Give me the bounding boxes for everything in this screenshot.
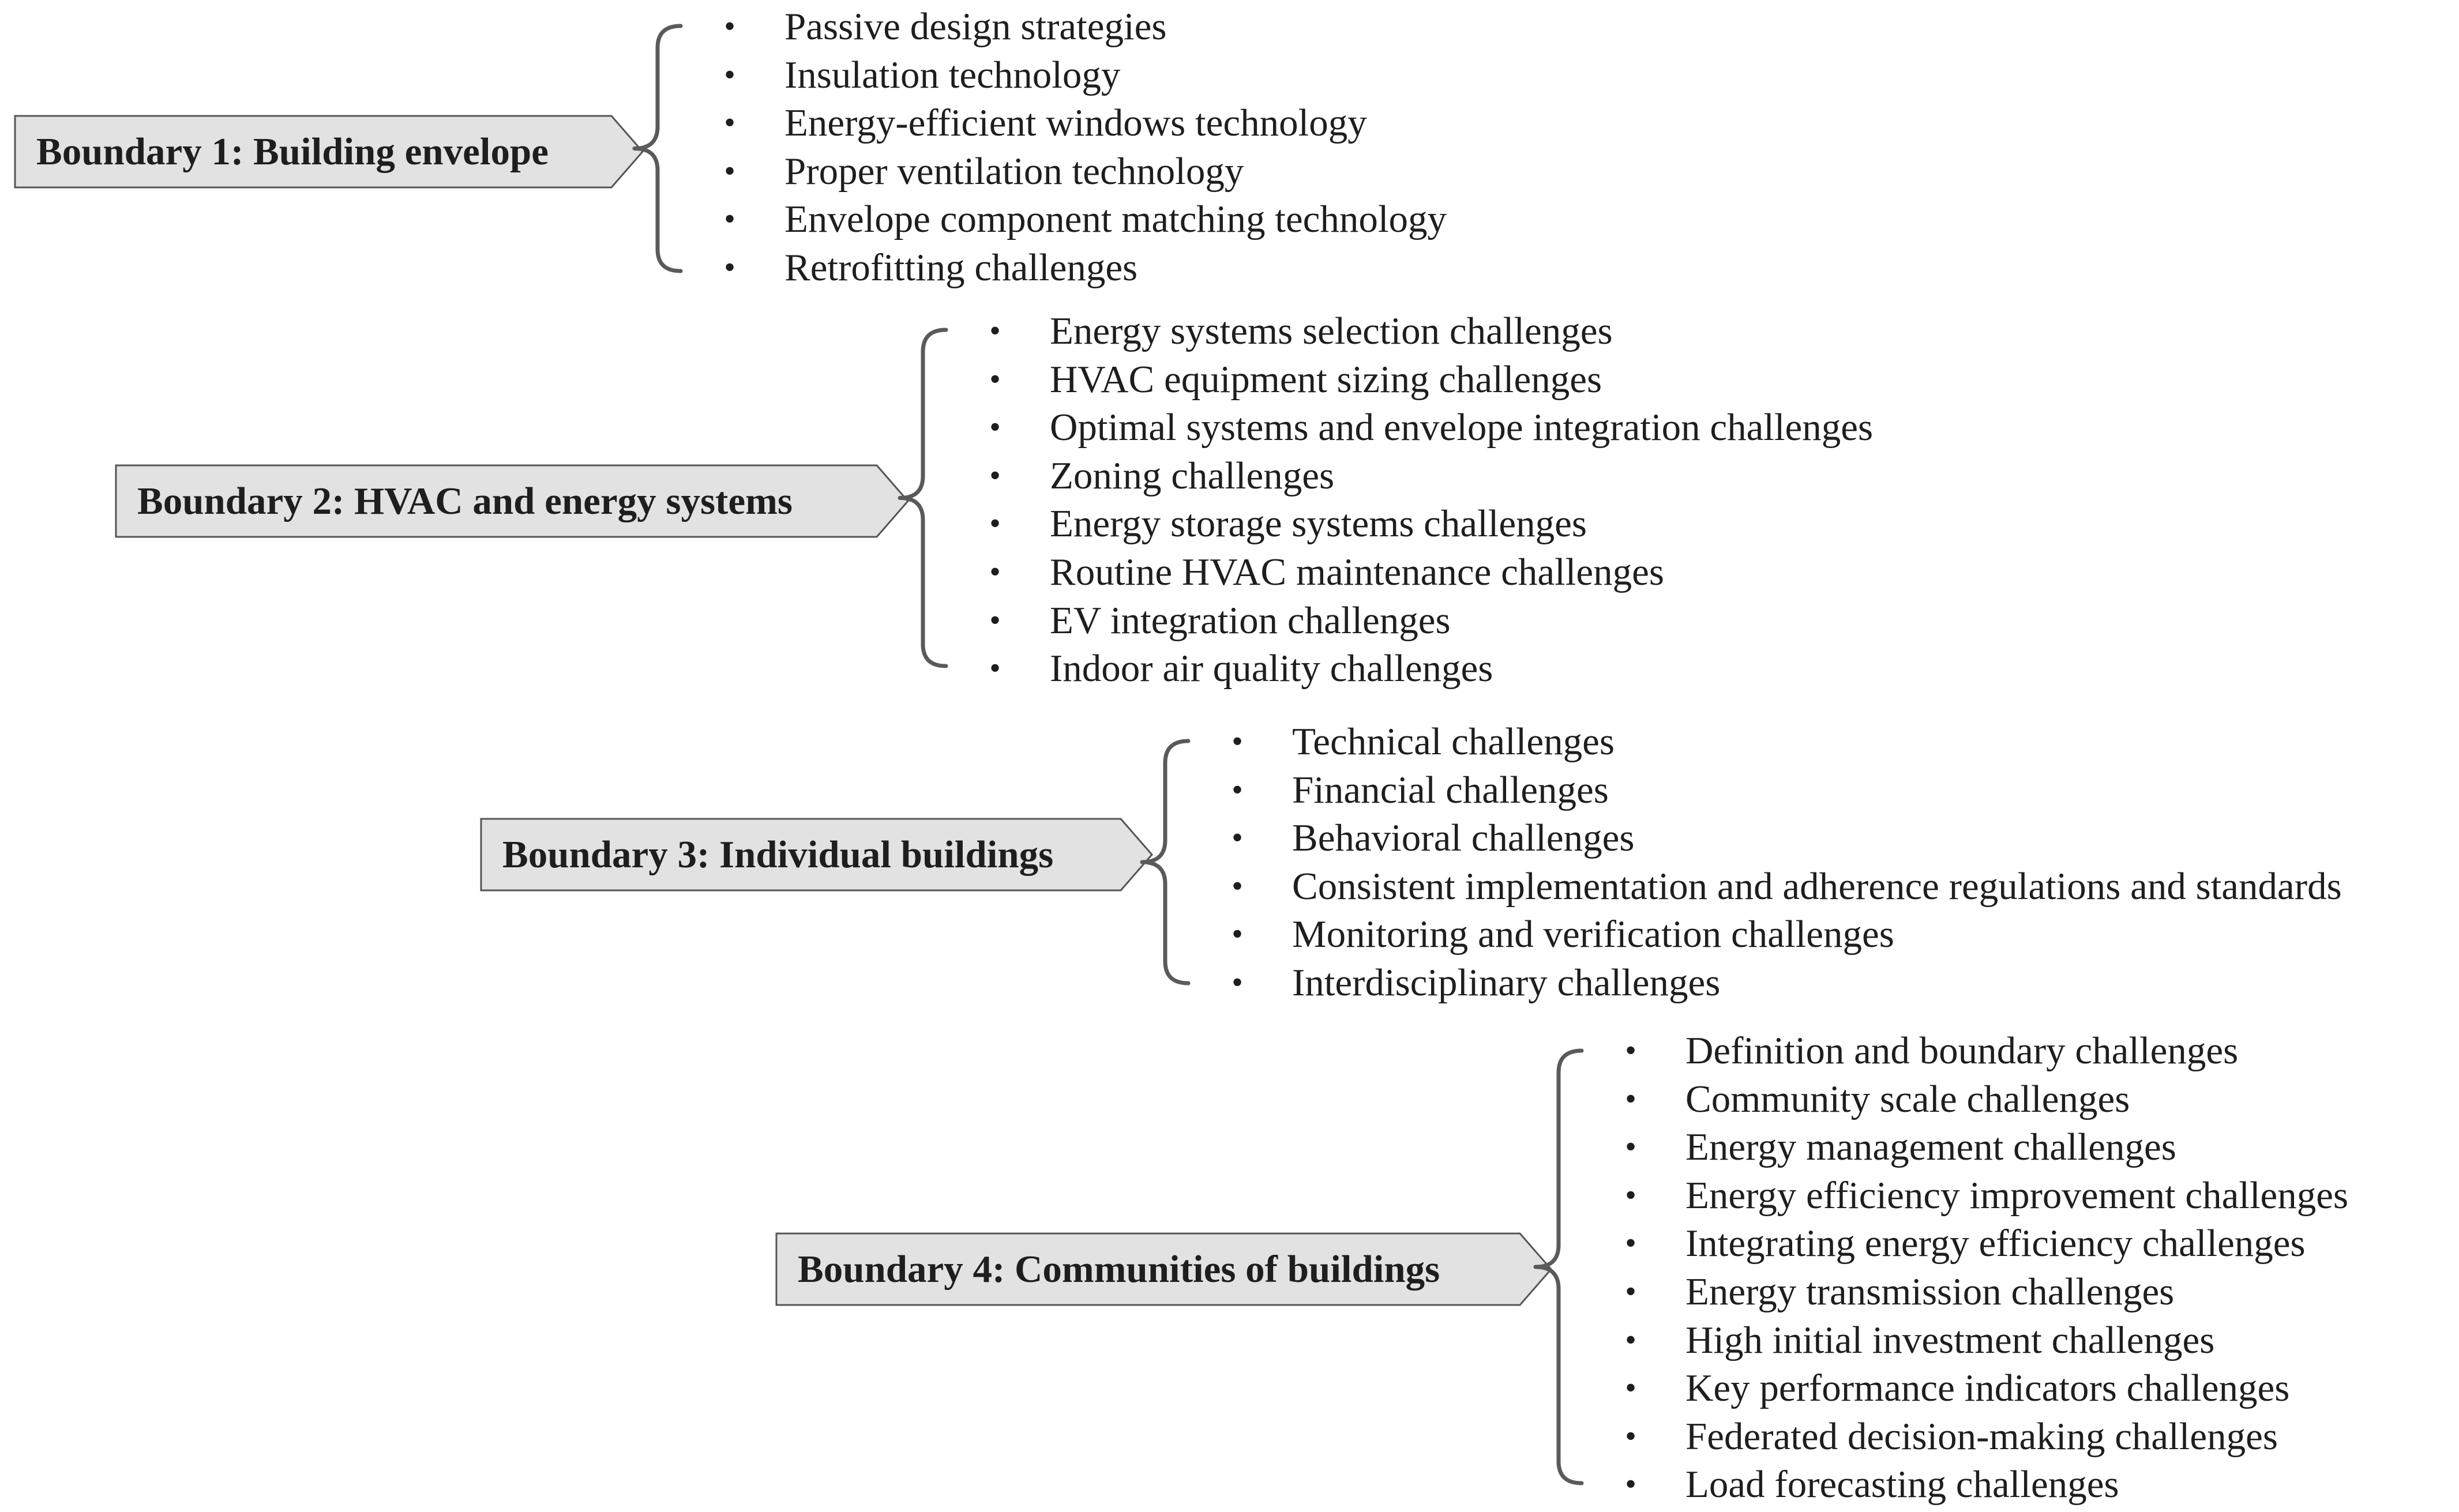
list-item-text: Energy transmission challenges — [1685, 1270, 2175, 1313]
boundary-label-box — [776, 1233, 1552, 1306]
boundary-label: Boundary 2: HVAC and energy systems — [137, 480, 793, 522]
bullet-icon: • — [1625, 1466, 1636, 1503]
bullet-icon: • — [1232, 772, 1243, 808]
bullet-icon: • — [1625, 1273, 1636, 1310]
bullet-icon: • — [989, 650, 1001, 687]
list-item-text: Integrating energy efficiency challenges — [1685, 1222, 2306, 1265]
list-item-text: Key performance indicators challenges — [1685, 1367, 2290, 1410]
list-item-text: Community scale challenges — [1685, 1077, 2130, 1120]
bullet-icon: • — [1625, 1225, 1636, 1262]
list-item-text: Definition and boundary challenges — [1685, 1029, 2239, 1072]
bullet-icon: • — [989, 506, 1001, 542]
list-item-text: Indoor air quality challenges — [1050, 647, 1493, 690]
bullet-icon: • — [1625, 1129, 1636, 1165]
bullet-icon: • — [989, 409, 1001, 446]
bullet-icon: • — [989, 602, 1001, 638]
list-item-text: Optimal systems and envelope integration challenges — [1050, 406, 1874, 449]
boundary-label: Boundary 1: Building envelope — [36, 130, 549, 173]
list-item-text: Insulation technology — [784, 53, 1121, 96]
bullet-icon: • — [724, 105, 735, 141]
list-item-text: Federated decision-making challenges — [1685, 1415, 2278, 1458]
list-item-text: Energy storage systems challenges — [1050, 502, 1587, 546]
bullet-icon: • — [1625, 1177, 1636, 1213]
bullet-icon: • — [1232, 820, 1243, 856]
list-item-text: Envelope component matching technology — [784, 198, 1447, 241]
list-item-text: Energy systems selection challenges — [1050, 310, 1613, 352]
list-item-text: EV integration challenges — [1050, 599, 1451, 642]
list-item-text: Monitoring and verification challenges — [1292, 913, 1894, 956]
bullet-icon: • — [1625, 1322, 1636, 1358]
list-item-text: Technical challenges — [1292, 720, 1615, 763]
bullet-icon: • — [724, 201, 735, 238]
bullet-icon: • — [1625, 1418, 1636, 1454]
bullet-icon: • — [1232, 916, 1243, 953]
list-item-text: HVAC equipment sizing challenges — [1050, 358, 1602, 401]
bullet-icon: • — [724, 57, 735, 93]
bullet-icon: • — [1625, 1081, 1636, 1117]
bullet-icon: • — [724, 9, 735, 44]
list-item-text: Interdisciplinary challenges — [1292, 961, 1721, 1004]
curly-brace-icon — [1512, 1048, 1582, 1486]
bullet-icon: • — [1625, 1370, 1636, 1406]
bullet-icon: • — [989, 457, 1001, 494]
bullet-icon: • — [724, 249, 735, 285]
list-item-text: Consistent implementation and adherence regulations and standards — [1292, 864, 2342, 908]
bullet-icon: • — [1232, 868, 1243, 904]
list-item-text: Routine HVAC maintenance challenges — [1050, 550, 1664, 593]
bullet-icon: • — [989, 313, 1001, 349]
boundary-label: Boundary 4: Communities of buildings — [798, 1248, 1440, 1291]
bullet-icon: • — [989, 554, 1001, 590]
bullet-icon: • — [1232, 964, 1243, 1001]
list-item-text: Energy efficiency improvement challenges — [1685, 1174, 2349, 1217]
bullet-icon: • — [989, 361, 1001, 397]
list-item-text: Behavioral challenges — [1292, 817, 1635, 860]
bullet-icon: • — [724, 153, 735, 189]
list-item-text: Zoning challenges — [1050, 454, 1335, 497]
boundary-label: Boundary 3: Individual buildings — [502, 833, 1054, 876]
list-item-text: Energy-efficient windows technology — [784, 101, 1367, 145]
list-item-text: Load forecasting challenges — [1685, 1463, 2119, 1506]
list-item-text: Retrofitting challenges — [784, 246, 1138, 289]
list-item-text: Energy management challenges — [1685, 1126, 2176, 1169]
list-item-text: Proper ventilation technology — [784, 149, 1244, 193]
list-item-text: Financial challenges — [1292, 768, 1609, 811]
bullet-icon: • — [1232, 724, 1243, 759]
list-item-text: High initial investment challenges — [1685, 1318, 2215, 1361]
bullet-icon: • — [1625, 1033, 1636, 1069]
list-item-text: Passive design strategies — [784, 5, 1167, 48]
